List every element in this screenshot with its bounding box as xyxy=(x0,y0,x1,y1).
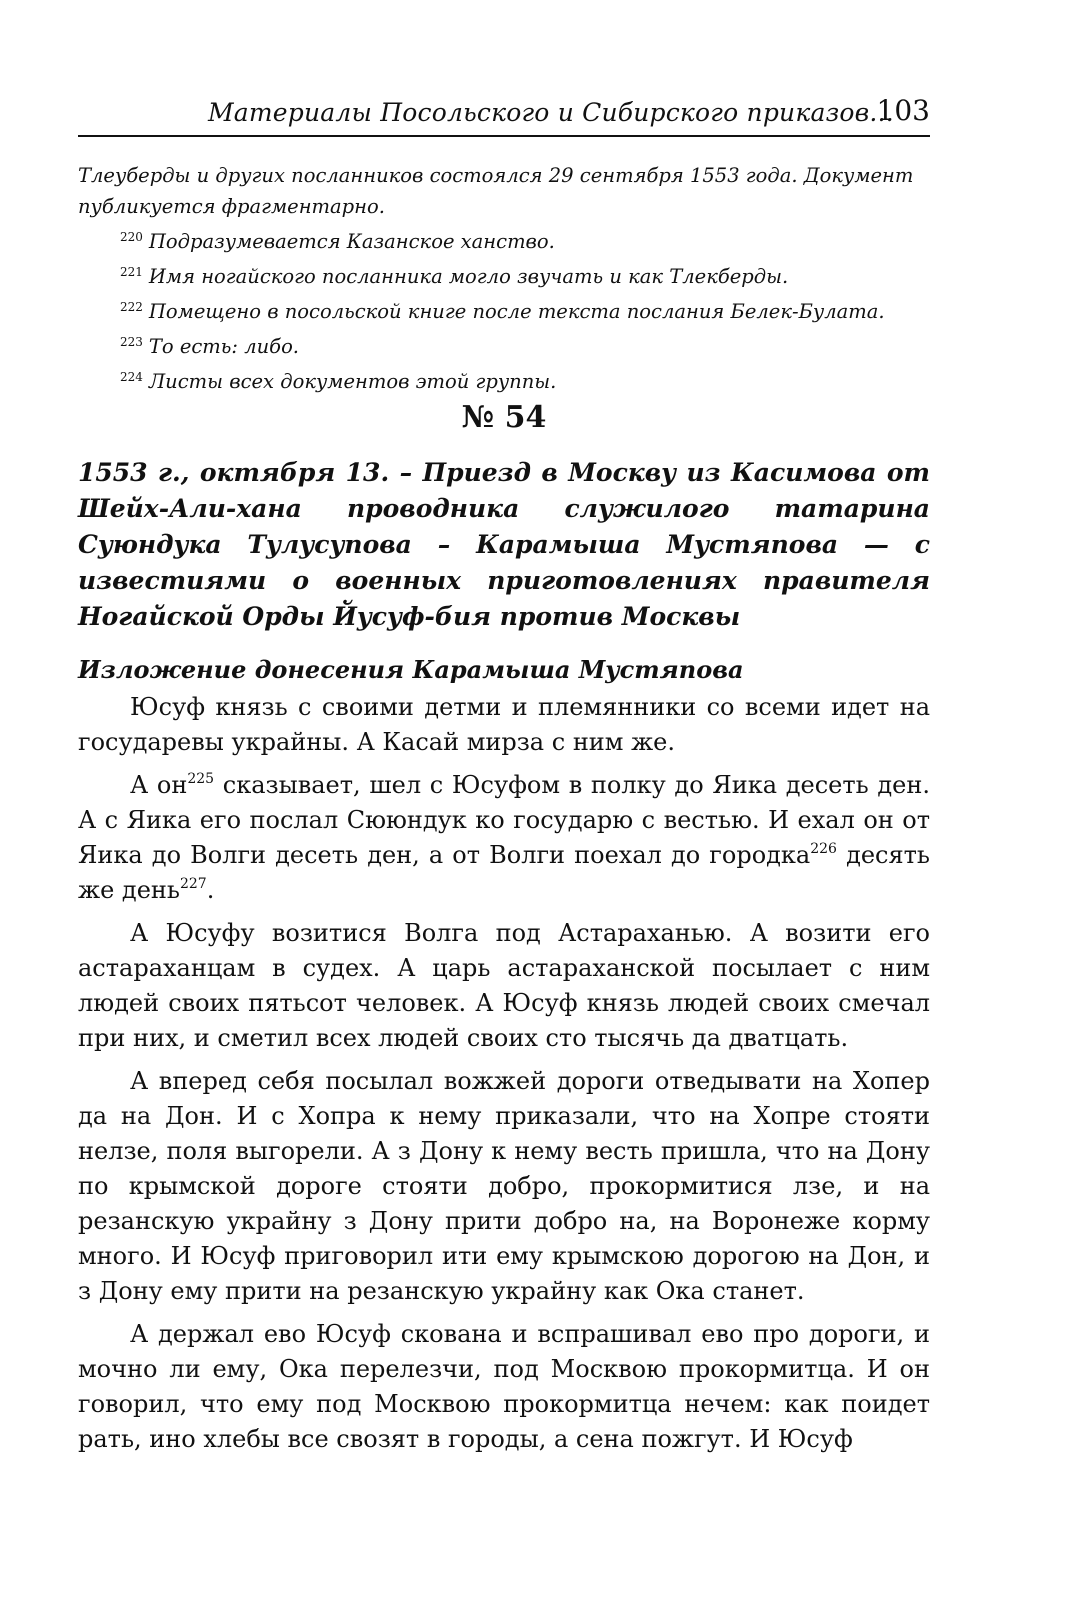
footnote-text: Помещено в посольской книге после текста послания Белек-Булата. xyxy=(148,300,885,323)
document-heading: 1553 г., октября 13. – Приезд в Москву из Касимова от Шейх-Али-хана проводника служилого татарина Суюндука Тулусупова – Карамыша Мустяпова — с известиями о военных приготовлениях правителя Ногайской Орды Йусуф-бия против Москвы xyxy=(78,458,930,631)
footnote-number: 221 xyxy=(120,265,143,279)
text-run: сказывает, шел с Юсуфом в полку до Яика десеть ден. А с Яика его послал Сююндук ко государю с вестью. И ехал он от Яика до Волги десеть ден, а от Волги поехал до городка xyxy=(78,771,931,869)
body-paragraph: А держал ево Юсуф скована и вспрашивал ево про дороги, и мочно ли ему, Ока перелезчи, под Москвою прокормитца. И он говорил, что ему под Москвою прокормитца нечем: как поидет рать, ино хлебы все свозят в городы, а сена пожгут. И Юсуф xyxy=(78,1320,930,1453)
page-number: 103 xyxy=(876,94,930,127)
text-run: десять же день xyxy=(78,841,930,904)
footnote-text: Подразумевается Казанское ханство. xyxy=(148,230,555,253)
running-head-title: Материалы Посольского и Сибирского приказов... xyxy=(208,98,894,127)
running-head xyxy=(78,92,930,142)
footnote-222 xyxy=(78,292,930,327)
footnote-220 xyxy=(78,222,930,257)
footnote-number: 224 xyxy=(120,370,143,384)
body-paragraph: А вперед себя посылал вожжей дороги отведывати на Хопер да на Дон. И с Хопра к нему приказали, что на Хопре стояти нелзе, поля выгорели. А з Дону к нему весть пришла, что на Дону по крымской дороге стояти добро, прокормитися лзе, и на резанскую украйну з Дону прити добро на, на Воронеже корму много. И Юсуф приговорил ити ему крымскою дорогою на Дон, и з Дону ему прити на резанскую украйну как Ока станет. xyxy=(78,1067,930,1305)
footnote-ref: 226 xyxy=(810,841,837,857)
footnote-text: Листы всех документов этой группы. xyxy=(148,370,557,393)
text-run: А он xyxy=(130,771,188,799)
footnote-ref: 227 xyxy=(179,876,207,892)
body-paragraph: Юсуф князь с своими детми и племянники со всеми идет на государевы украйны. А Касай мирза с ним же. xyxy=(78,693,930,756)
document-number: № 54 xyxy=(461,400,547,435)
footnote-number: 223 xyxy=(120,335,143,349)
footnote-number: 222 xyxy=(120,300,143,314)
footnote-text: Имя ногайского посланника могло звучать и как Тлекберды. xyxy=(148,265,789,288)
footnote-ref: 225 xyxy=(187,771,215,787)
body-paragraph xyxy=(78,768,930,908)
footnote-continuation: Тлеуберды и других посланников состоялся 29 сентября 1553 года. Документ публикуется фрагментарно. xyxy=(78,164,914,218)
book-page xyxy=(78,0,930,1600)
footnote-number: 220 xyxy=(120,230,143,244)
body-paragraph: А Юсуфу возитися Волга под Астараханью. А возити его астараханцам в судех. А царь астараханской посылает с ним людей своих пятьсот человек. А Юсуф князь людей своих смечал при них, и сметил всех людей своих сто тысячь да дватцать. xyxy=(78,919,930,1052)
document-body xyxy=(78,690,930,1465)
footnote-223 xyxy=(78,327,930,362)
header-rule xyxy=(78,135,930,137)
footnotes xyxy=(78,160,930,397)
footnote-224 xyxy=(78,362,930,397)
text-run: . xyxy=(206,876,215,904)
footnote-221 xyxy=(78,257,930,292)
footnote-text: То есть: либо. xyxy=(148,335,300,358)
document-subheading: Изложение донесения Карамыша Мустяпова xyxy=(78,655,744,684)
